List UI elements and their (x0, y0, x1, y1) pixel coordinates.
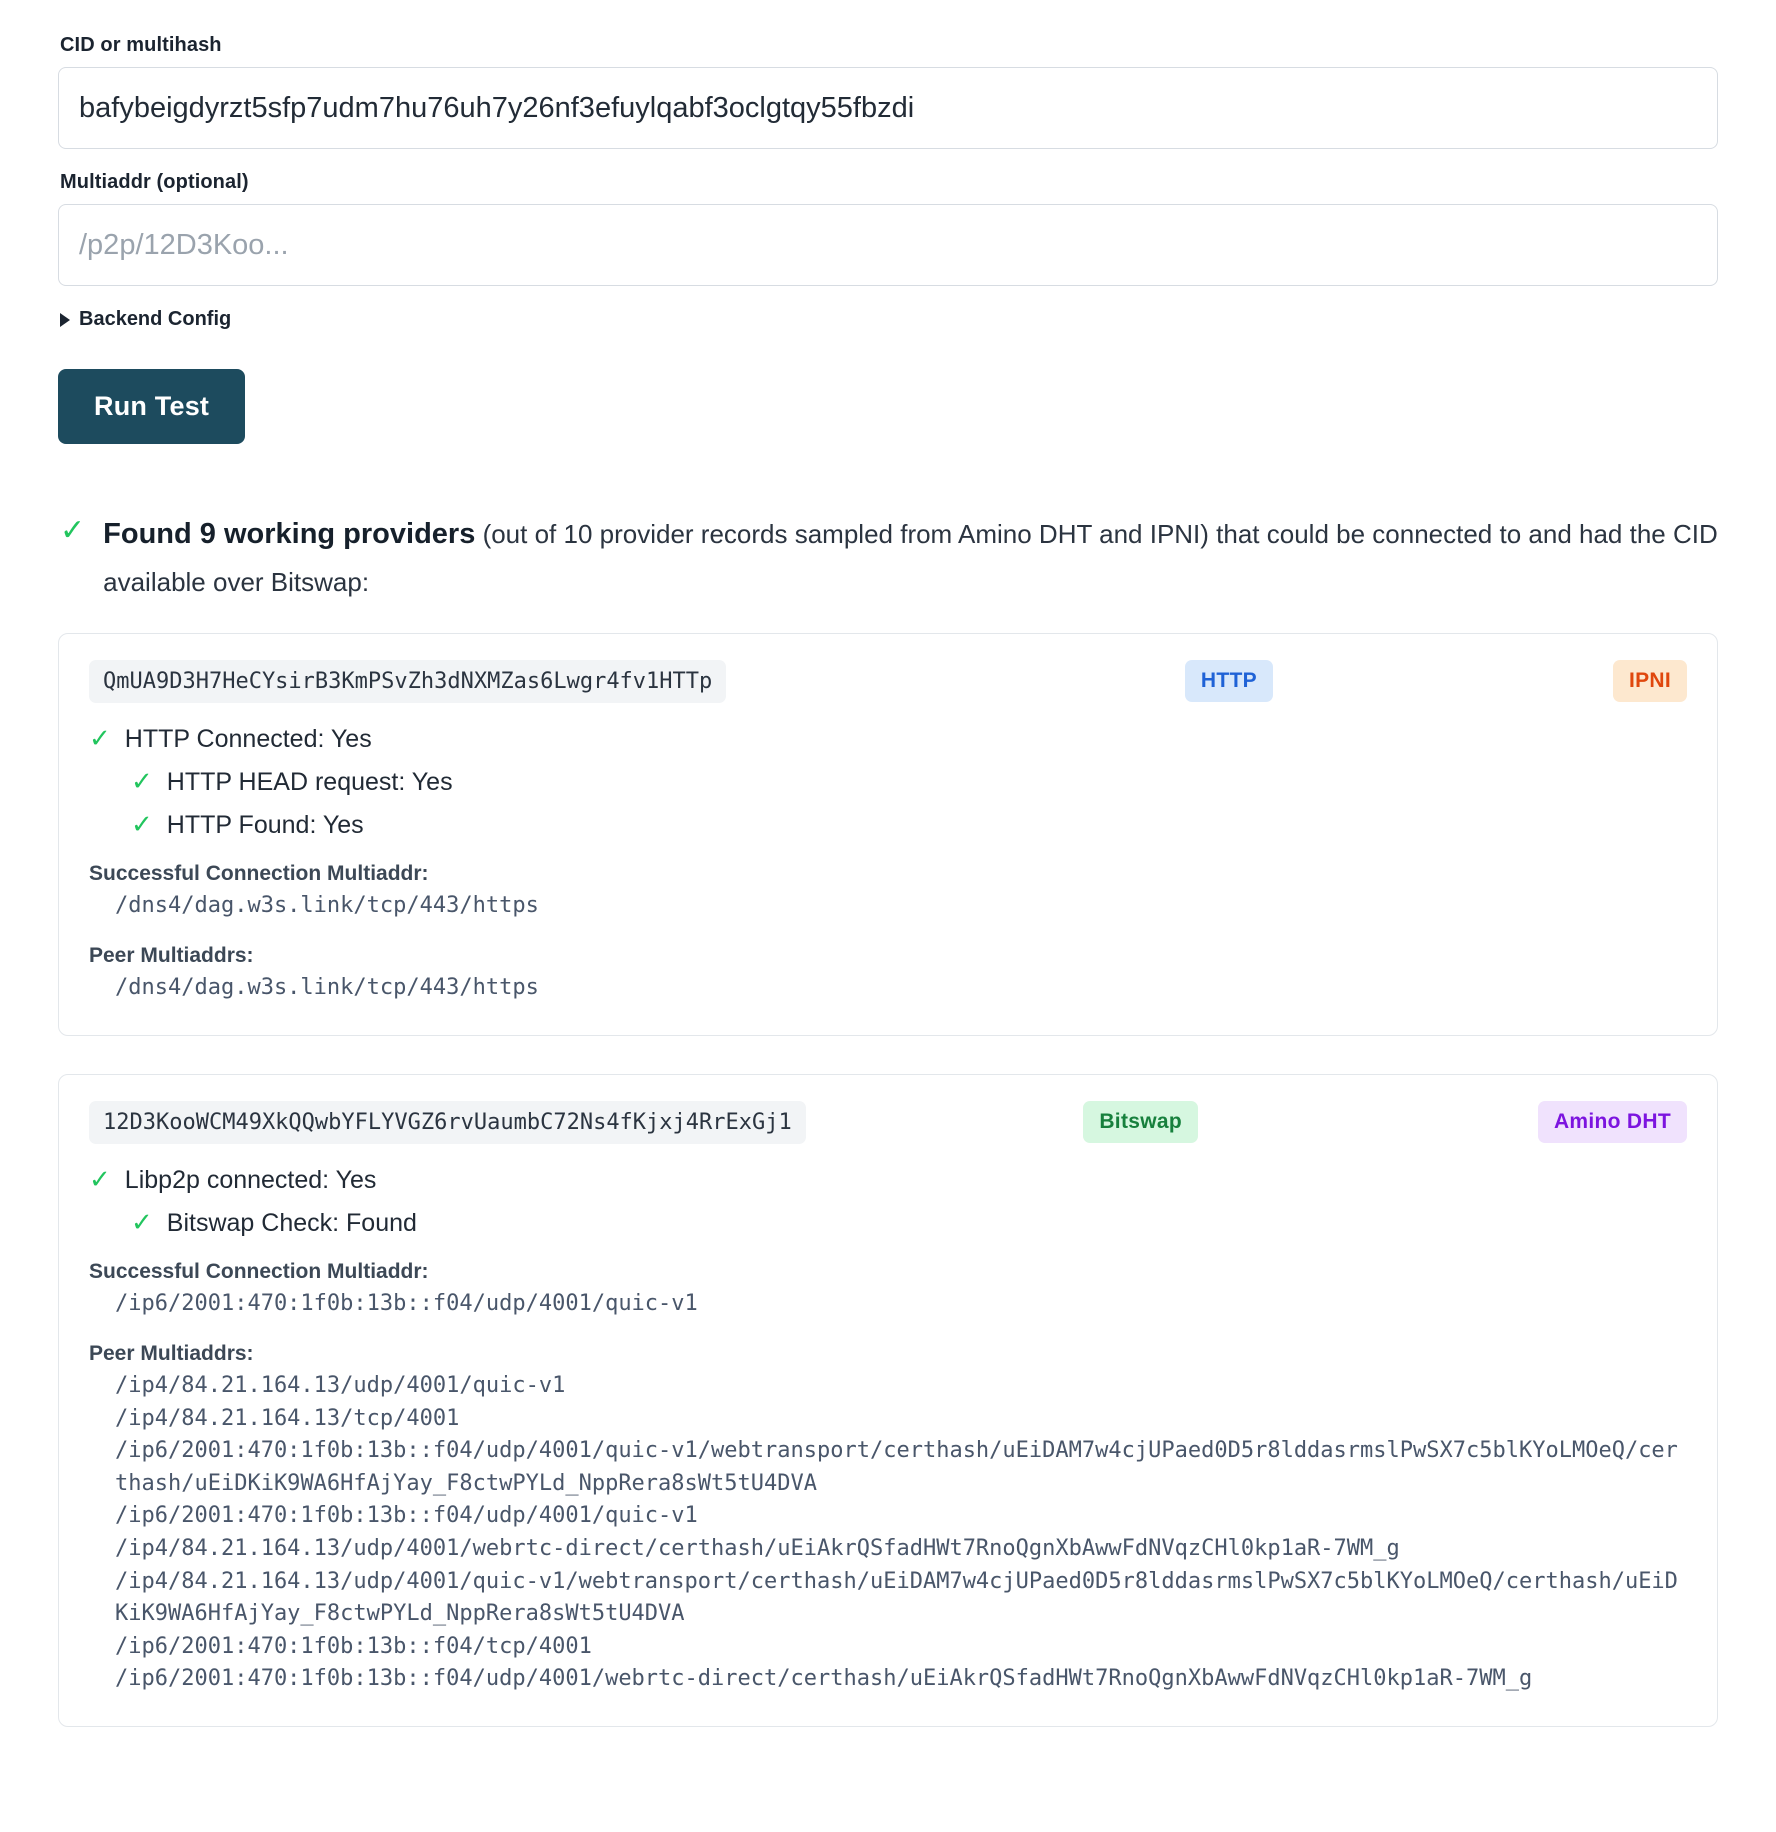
backend-config-disclosure[interactable] (60, 308, 231, 331)
check-label: Libp2p connected: Yes (124, 1165, 377, 1194)
check-label: HTTP Found: Yes (166, 810, 364, 839)
provider-card-header (89, 1101, 1687, 1144)
successful-multiaddr-label: Successful Connection Multiaddr: (89, 1259, 429, 1283)
summary-detail: (out of 10 provider records sampled from Amino DHT and IPNI) that could be connected to and had the CID available over Bitswap: (103, 519, 1718, 597)
peer-multiaddr-item: /ip4/84.21.164.13/udp/4001/quic-v1 (115, 1373, 566, 1399)
run-test-button[interactable]: Run Test (58, 369, 245, 444)
multiaddr-field-block (58, 171, 1718, 286)
check-label: Bitswap Check: Found (166, 1208, 417, 1237)
peer-multiaddr-item: /ip6/2001:470:1f0b:13b::f04/udp/4001/quic-v1 (115, 1503, 698, 1529)
check-icon: ✓ (131, 1206, 153, 1237)
peer-multiaddr-item: /ip4/84.21.164.13/udp/4001/webrtc-direct/certhash/uEiAkrQSfadHWt7RnoQgnXbAwwFdNVqzCHl0kp1aR-7WM_g (115, 1535, 1400, 1561)
check-label: HTTP HEAD request: Yes (166, 767, 453, 796)
provider-card (58, 1074, 1718, 1727)
backend-config-label: Backend Config (79, 308, 232, 330)
check-label: HTTP Connected: Yes (124, 724, 372, 753)
check-item (131, 766, 1687, 797)
peer-multiaddr-item: /ip4/84.21.164.13/tcp/4001 (115, 1405, 460, 1431)
check-item (89, 1164, 1687, 1195)
peer-multiaddr-item: /dns4/dag.w3s.link/tcp/443/https (115, 975, 539, 1001)
check-icon: ✓ (60, 514, 86, 547)
check-item (131, 809, 1687, 840)
status-badge-source: IPNI (1613, 660, 1687, 702)
summary-headline: Found 9 working providers (103, 518, 476, 550)
peer-id[interactable]: 12D3KooWCM49XkQQwbYFLYVGZ6rvUaumbC72Ns4fKjxj4RrExGj1 (89, 1101, 806, 1144)
check-icon: ✓ (89, 1163, 111, 1194)
peer-multiaddr-item: /ip6/2001:470:1f0b:13b::f04/udp/4001/quic-v1/webtransport/certhash/uEiDAM7w4cjUPaed0D5r8lddasrmslPwSX7c5blKYoLMOeQ/certhash/uEiDKiK9WA6HfAjYay_F8ctwPYLd_NppRera8sWt5tU4DVA (115, 1438, 1678, 1496)
check-item (131, 1207, 1687, 1238)
check-icon: ✓ (131, 765, 153, 796)
check-icon: ✓ (131, 808, 153, 839)
multiaddr-input[interactable] (58, 204, 1718, 286)
peer-multiaddr-item: /ip4/84.21.164.13/udp/4001/quic-v1/webtransport/certhash/uEiDAM7w4cjUPaed0D5r8lddasrmslPwSX7c5blKYoLMOeQ/certhash/uEiDKiK9WA6HfAjYay_F8ctwPYLd_NppRera8sWt5tU4DVA (115, 1568, 1678, 1627)
provider-card (58, 633, 1718, 1036)
check-icon: ✓ (89, 722, 111, 753)
successful-multiaddr-label: Successful Connection Multiaddr: (89, 861, 429, 885)
status-badge-protocol: HTTP (1185, 660, 1273, 702)
peer-multiaddr-item: /ip6/2001:470:1f0b:13b::f04/udp/4001/webrtc-direct/certhash/uEiAkrQSfadHWt7RnoQgnXbAwwFdNVqzCHl0kp1aR-7WM_g (115, 1666, 1533, 1692)
successful-multiaddr-value: /ip6/2001:470:1f0b:13b::f04/udp/4001/quic-v1 (115, 1290, 698, 1316)
multiaddr-label: Multiaddr (optional) (60, 171, 249, 193)
status-badge-source: Amino DHT (1538, 1101, 1687, 1143)
successful-multiaddr-value: /dns4/dag.w3s.link/tcp/443/https (115, 892, 539, 918)
check-item (89, 723, 1687, 754)
result-summary (60, 510, 1718, 605)
chevron-right-icon (60, 313, 70, 327)
peer-multiaddrs-list (89, 1370, 1687, 1695)
provider-card-header (89, 660, 1687, 703)
cid-label: CID or multihash (60, 34, 222, 56)
peer-multiaddrs-label: Peer Multiaddrs: (89, 1342, 254, 1366)
cid-input[interactable] (58, 67, 1718, 149)
peer-multiaddrs-label: Peer Multiaddrs: (89, 944, 254, 968)
cid-field-block (58, 34, 1718, 149)
status-badge-protocol: Bitswap (1083, 1101, 1198, 1143)
provider-badges (1185, 660, 1687, 702)
provider-badges (1083, 1101, 1687, 1143)
peer-id[interactable]: QmUA9D3H7HeCYsirB3KmPSvZh3dNXMZas6Lwgr4fv1HTTp (89, 660, 726, 703)
peer-multiaddr-item: /ip6/2001:470:1f0b:13b::f04/tcp/4001 (115, 1633, 592, 1659)
summary-text (103, 510, 1718, 605)
